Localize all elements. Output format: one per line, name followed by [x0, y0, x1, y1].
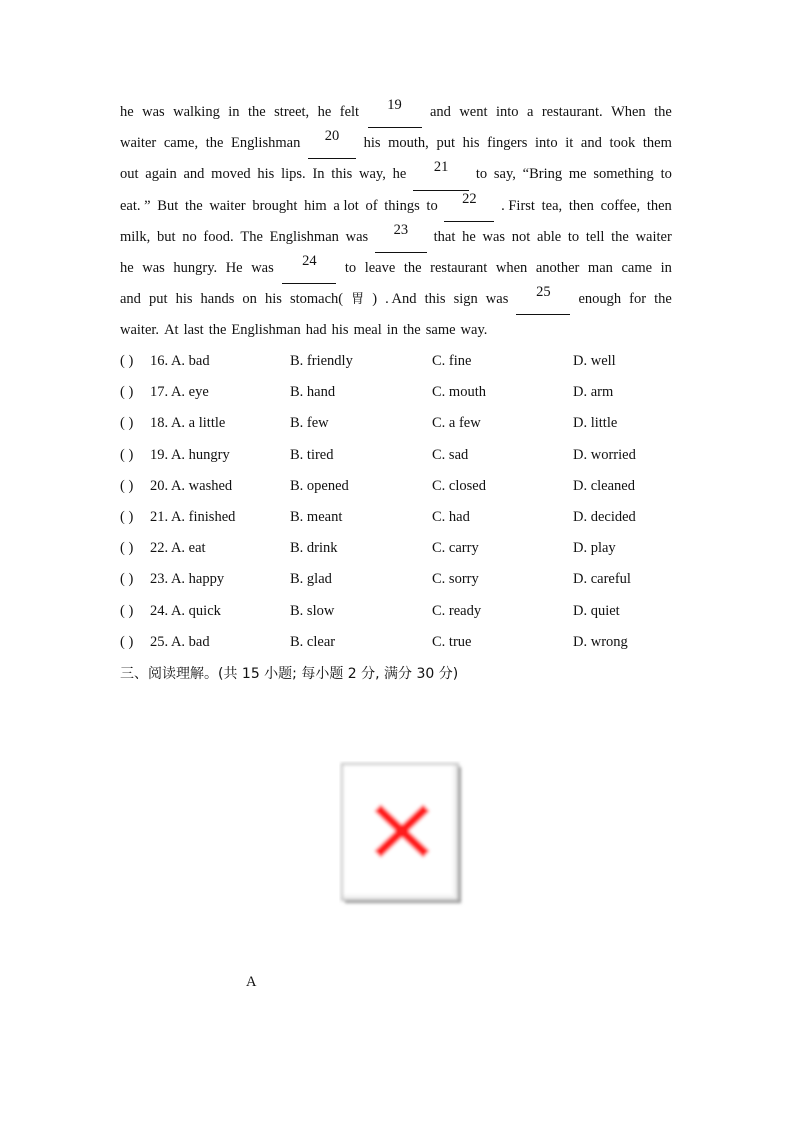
word: in: [228, 104, 240, 120]
word: lips.: [281, 166, 306, 183]
word: street,: [274, 104, 310, 120]
option-d: D. arm: [573, 384, 614, 401]
option-c: C. sorry: [432, 571, 479, 588]
word: that: [433, 228, 456, 245]
section-heading-reading: 三、阅读理解。(共 15 小题; 每小题 2 分, 满分 30 分): [120, 666, 459, 682]
word: put: [148, 291, 168, 308]
passage-line-7: [120, 284, 672, 315]
word: tea,: [541, 197, 563, 214]
word: he: [120, 259, 134, 276]
answer-paren[interactable]: ( ): [120, 540, 134, 557]
word: able: [537, 228, 562, 245]
option-b: B. friendly: [290, 353, 353, 369]
passage-line-1: [120, 97, 672, 128]
word: mouth,: [388, 135, 429, 152]
option-c: C. fine: [432, 353, 472, 369]
word: then: [568, 197, 594, 214]
word: was: [482, 228, 506, 245]
word: his: [462, 135, 480, 152]
option-d: D. quiet: [573, 602, 620, 619]
option-a: 17. A. eye: [150, 384, 209, 401]
answer-paren[interactable]: ( ): [120, 384, 134, 401]
word: restaurant: [430, 259, 488, 276]
option-b: B. glad: [290, 571, 332, 588]
word: he: [317, 104, 332, 120]
word: he: [392, 166, 407, 183]
word: At: [164, 322, 179, 339]
word: fingers: [487, 135, 528, 152]
word: this: [331, 166, 353, 183]
word: Englishman: [269, 228, 339, 245]
word: not: [511, 228, 531, 245]
word: me: [568, 166, 587, 183]
word: moved: [211, 166, 251, 183]
option-c: C. had: [432, 508, 470, 525]
option-a: 23. A. happy: [150, 571, 225, 588]
word: food.: [203, 228, 234, 245]
option-d: D. play: [573, 540, 616, 557]
passage-line-2: [120, 128, 672, 159]
option-c: C. mouth: [432, 384, 486, 401]
word: took: [609, 135, 636, 152]
word: he: [462, 228, 476, 245]
word: man: [587, 259, 613, 276]
word: the: [654, 291, 672, 308]
option-c: C. ready: [432, 602, 482, 619]
option-b: B. drink: [290, 540, 338, 557]
word: way,: [359, 166, 386, 183]
option-d: D. well: [573, 353, 616, 369]
question-row-21: [120, 502, 680, 533]
question-row-25: [120, 627, 680, 658]
word: hungry.: [173, 259, 218, 276]
passage-line-6: [120, 253, 672, 284]
option-d: D. decided: [573, 508, 636, 525]
word: same: [425, 322, 456, 339]
word: then: [646, 197, 672, 214]
word: was: [142, 259, 165, 276]
blank-19: 19: [368, 97, 422, 128]
word: in: [660, 259, 672, 276]
word: his: [257, 166, 275, 183]
question-list: [120, 346, 680, 658]
word: last: [183, 322, 204, 339]
word: his: [175, 291, 193, 308]
option-b: B. few: [290, 415, 329, 432]
word: But: [157, 197, 179, 214]
word: and: [120, 291, 141, 308]
word: to: [660, 166, 672, 183]
word: went: [459, 104, 488, 120]
word: eat. ”: [120, 197, 151, 214]
word: something: [593, 166, 654, 183]
blank-20: 20: [308, 128, 356, 159]
question-row-20: [120, 471, 680, 502]
word: put: [436, 135, 455, 152]
word: waiter: [120, 135, 157, 152]
word: waiter: [635, 228, 672, 245]
option-a: 18. A. a little: [150, 415, 226, 432]
word: things: [384, 197, 420, 214]
word: and: [429, 104, 451, 120]
answer-paren[interactable]: ( ): [120, 602, 134, 619]
cloze-passage: [120, 97, 672, 347]
word: on: [242, 291, 257, 308]
answer-paren[interactable]: ( ): [120, 353, 134, 369]
option-a: 16. A. bad: [150, 353, 210, 369]
question-row-17: [120, 377, 680, 408]
option-b: B. clear: [290, 633, 336, 650]
option-c: C. sad: [432, 446, 469, 463]
word: another: [535, 259, 580, 276]
option-b: B. slow: [290, 602, 335, 619]
passage-line-8: [120, 315, 672, 346]
word: a lot: [333, 197, 359, 214]
word: enough: [578, 291, 622, 308]
word: was: [142, 104, 165, 120]
answer-paren[interactable]: ( ): [120, 571, 134, 588]
answer-paren[interactable]: ( ): [120, 633, 134, 650]
word: it: [565, 135, 574, 152]
word: waiter.: [120, 322, 160, 339]
blank-25: 25: [516, 284, 570, 315]
word: into: [535, 135, 558, 152]
word: his: [264, 291, 282, 308]
option-c: C. closed: [432, 477, 486, 494]
option-b: B. meant: [290, 508, 343, 525]
option-b: B. opened: [290, 477, 349, 494]
word: to: [426, 197, 438, 214]
answer-paren[interactable]: ( ): [120, 446, 134, 463]
answer-paren[interactable]: ( ): [120, 415, 134, 432]
option-c: C. true: [432, 633, 472, 650]
word: say,: [493, 166, 516, 183]
blank-24: 24: [282, 253, 336, 284]
option-d: D. worried: [573, 446, 636, 463]
answer-paren[interactable]: ( ): [120, 508, 134, 525]
word: the: [611, 228, 629, 245]
option-c: C. carry: [432, 540, 479, 557]
word: to: [475, 166, 488, 183]
word: restaurant.: [541, 104, 603, 120]
broken-image-icon: [339, 761, 465, 907]
word: no: [182, 228, 197, 245]
word: he: [120, 104, 134, 120]
chinese-gloss: 胃: [351, 292, 365, 308]
word: the: [184, 197, 203, 214]
option-a: 20. A. washed: [150, 477, 233, 494]
word: “Bring: [522, 166, 563, 183]
word: again: [145, 166, 177, 183]
word: in: [386, 322, 399, 339]
option-c: C. a few: [432, 415, 481, 432]
word: waiter: [209, 197, 246, 214]
word: came: [621, 259, 653, 276]
blank-23: 23: [375, 222, 427, 253]
word: came,: [163, 135, 199, 152]
blank-21: 21: [413, 159, 469, 190]
question-row-22: [120, 533, 680, 564]
word: . First: [501, 197, 535, 214]
word: brought: [252, 197, 298, 214]
word: tell: [585, 228, 605, 245]
word: the: [248, 104, 266, 120]
passage-line-5: [120, 222, 672, 253]
word: sign: [453, 291, 478, 308]
passage-line-4: [120, 191, 672, 222]
word: felt: [339, 104, 360, 120]
option-a: 25. A. bad: [150, 633, 210, 650]
word: and: [580, 135, 602, 152]
option-d: D. little: [573, 415, 618, 432]
word: Englishman: [231, 322, 301, 339]
question-row-16: [120, 346, 680, 377]
passage-line-3: [120, 159, 672, 190]
word: the: [403, 322, 421, 339]
word: a: [526, 104, 534, 120]
option-a: 21. A. finished: [150, 508, 236, 525]
word: when: [495, 259, 528, 276]
word: had: [305, 322, 327, 339]
question-row-24: [120, 596, 680, 627]
word: out: [120, 166, 139, 183]
word: walking: [173, 104, 220, 120]
word: milk,: [120, 228, 151, 245]
word: this: [424, 291, 446, 308]
blank-22: 22: [444, 191, 494, 222]
word: Englishman: [231, 135, 301, 152]
word: hands: [200, 291, 235, 308]
word: to: [344, 259, 357, 276]
question-row-19: [120, 440, 680, 471]
word: The: [240, 228, 263, 245]
option-d: D. cleaned: [573, 477, 635, 494]
word: his: [363, 135, 381, 152]
word: coffee,: [600, 197, 641, 214]
word: into: [495, 104, 519, 120]
word: was: [345, 228, 369, 245]
option-d: D. wrong: [573, 633, 628, 650]
passage-label: A: [246, 974, 257, 990]
word: In: [312, 166, 325, 183]
word: the: [403, 259, 422, 276]
word: way.: [460, 322, 488, 339]
question-row-18: [120, 408, 680, 439]
word: leave: [364, 259, 396, 276]
word: He: [225, 259, 243, 276]
word: the: [205, 135, 224, 152]
word: meal: [353, 322, 382, 339]
option-d: D. careful: [573, 571, 631, 588]
option-b: B. hand: [290, 384, 336, 401]
option-a: 19. A. hungry: [150, 446, 230, 463]
word: and: [183, 166, 205, 183]
question-row-23: [120, 564, 680, 595]
word: for: [629, 291, 647, 308]
word: to: [567, 228, 580, 245]
word: stomach(: [289, 291, 344, 308]
word: them: [642, 135, 672, 152]
option-b: B. tired: [290, 446, 334, 463]
word: him: [304, 197, 327, 214]
word: of: [365, 197, 378, 214]
word: the: [654, 104, 672, 120]
option-a: 22. A. eat: [150, 540, 206, 557]
word: the: [208, 322, 227, 339]
word: was: [251, 259, 274, 276]
word: his: [331, 322, 349, 339]
word: ): [372, 291, 378, 308]
word: was: [485, 291, 509, 308]
option-a: 24. A. quick: [150, 602, 221, 619]
word: When: [611, 104, 646, 120]
word: but: [156, 228, 176, 245]
word: . And: [385, 291, 417, 308]
answer-paren[interactable]: ( ): [120, 477, 134, 494]
